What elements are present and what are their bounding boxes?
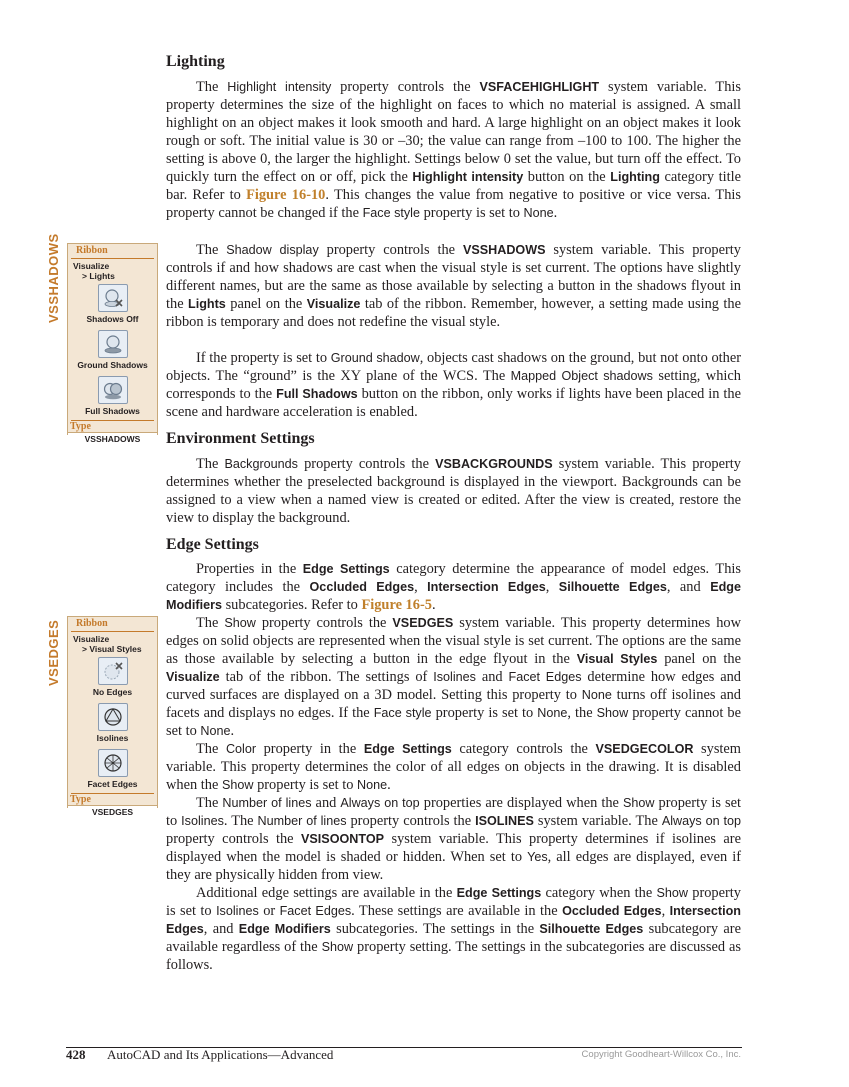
paragraph-lighting-1: The Highlight intensity property controls the VSFACEHIGHLIGHT system variable. This property determines the size of the highlight on faces to which no material is assigned. A small highlight on an object makes it look smooth and hard. A large highlight on an object makes it look rough or soft. The initial value is 30 or –30; the value can range from –100 to 100. The higher the setting is above 0, the larger the highlight. Settings below 0 set the value, but turn off the effect. To quickly turn the effect on or off, pick the Highlight intensity button on the Lighting category title bar. Refer to Figure 16-10. This changes the value from negative to positive or vice versa. This property cannot be changed if the Face style property is set to None.	[166, 79, 742, 222]
sidebar-variable-name: VSSHADOWS	[68, 432, 157, 445]
full-shadows-label: Full Shadows	[85, 406, 140, 416]
heading-environment-settings: Environment Settings	[166, 430, 315, 447]
page-number: 428	[66, 1047, 86, 1062]
sidebar-ribbon-heading: Ribbon	[71, 617, 154, 632]
isolines-label: Isolines	[96, 733, 129, 743]
sidebar-type-heading: Type	[70, 421, 91, 432]
paragraph-environment-1: The Backgrounds property controls the VSBACKGROUNDS system variable. This property determines whether the preselected background is displayed in the viewport. Backgrounds can be assigned to a view when a named view is created or edited. After the view is created, restore the view to display the background.	[166, 456, 741, 527]
copyright-notice: Copyright Goodheart-Willcox Co., Inc.	[581, 1049, 741, 1060]
sidebar-variable-name: VSEDGES	[68, 805, 157, 818]
isolines-icon	[98, 703, 128, 731]
no-edges-label: No Edges	[92, 687, 133, 697]
margin-label-vsshadows: VSSHADOWS	[46, 233, 61, 323]
sidebar-type-heading: Type	[70, 794, 91, 805]
book-title: AutoCAD and Its Applications—Advanced	[107, 1047, 334, 1062]
heading-edge-settings: Edge Settings	[166, 536, 259, 553]
sidebar-path-panel: > Visual Styles	[82, 644, 142, 654]
sidebar-path-tab: Visualize	[73, 261, 110, 271]
paragraph-edge-2: The Show property controls the VSEDGES system variable. This property determines how edges on solid objects are represented when the visual style is set current. The options are the same as those available by selecting a button in the edge flyout in the Visual Styles panel on the Visualize tab of the ribbon. The settings of Isolines and Facet Edges determine how edges and curved surfaces are displayed on a 3D model. Setting this property to None turns off isolines and facets and displays no edges. If the Face style property is set to None, the Show property cannot be set to None.	[166, 615, 741, 740]
paragraph-edge-5: Additional edge settings are available in the Edge Settings category when the Show property is set to Isolines or Facet Edges. These settings are available in the Occluded Edges, Intersection Edges, and Edge Modifiers subcategories. The settings in the Silhouette Edges subcategory are available regardless of the Show property setting. The settings in the subcategories are discussed as follows.	[166, 885, 742, 974]
ground-shadows-icon	[98, 330, 128, 358]
facet-edges-label: Facet Edges	[87, 779, 138, 789]
paragraph-edge-3: The Color property in the Edge Settings category controls the VSEDGECOLOR system variable. This property determines the color of all edges on objects in the drawing. It is disabled when the Show property is set to None.	[166, 741, 742, 794]
sidebar-path-panel: > Lights	[82, 271, 115, 281]
facet-edges-icon	[98, 749, 128, 777]
sidebar-box-vsedges	[67, 616, 158, 817]
paragraph-edge-1: Properties in the Edge Settings category determine the appearance of model edges. This category includes the Occluded Edges, Intersection Edges, Silhouette Edges, and Edge Modifiers subcategories. Refer to Figure 16-5.	[166, 561, 742, 614]
ground-shadows-label: Ground Shadows	[77, 360, 148, 370]
margin-label-vsedges: VSEDGES	[46, 619, 61, 686]
shadows-off-label: Shadows Off	[86, 314, 139, 324]
sidebar-ribbon-heading: Ribbon	[71, 244, 154, 259]
shadows-off-icon	[98, 284, 128, 312]
full-shadows-icon	[98, 376, 128, 404]
paragraph-lighting-2: The Shadow display property controls the VSSHADOWS system variable. This property controls if and how shadows are cast when the visual style is set current. The options have slightly different names, but are the same as those available by selecting a button in the shadows flyout in the Lights panel on the Visualize tab of the ribbon. Remember, however, a setting made using the ribbon is temporary and does not redefine the visual style.	[166, 242, 741, 331]
no-edges-icon	[98, 657, 128, 685]
sidebar-path-tab: Visualize	[73, 634, 110, 644]
heading-lighting: Lighting	[166, 53, 225, 70]
figure-reference-link[interactable]: Figure 16-10	[246, 187, 326, 204]
paragraph-lighting-3: If the property is set to Ground shadow, objects cast shadows on the ground, but not onto other objects. The “ground” is the XY plane of the WCS. The Mapped Object shadows setting, which corresponds to the Full Shadows button on the ribbon, only works if lights have been placed in the scene and hardware acceleration is enabled.	[166, 350, 742, 421]
sidebar-box-vsshadows	[67, 243, 158, 444]
paragraph-edge-4: The Number of lines and Always on top properties are displayed when the Show property is set to Isolines. The Number of lines property controls the ISOLINES system variable. The Always on top property controls the VSISOONTOP system variable. This property determines if isolines are displayed when the model is shaded or hidden. When set to Yes, all edges are displayed, even if they are physically hidden from view.	[166, 795, 741, 884]
figure-reference-link[interactable]: Figure 16-5	[361, 597, 432, 614]
